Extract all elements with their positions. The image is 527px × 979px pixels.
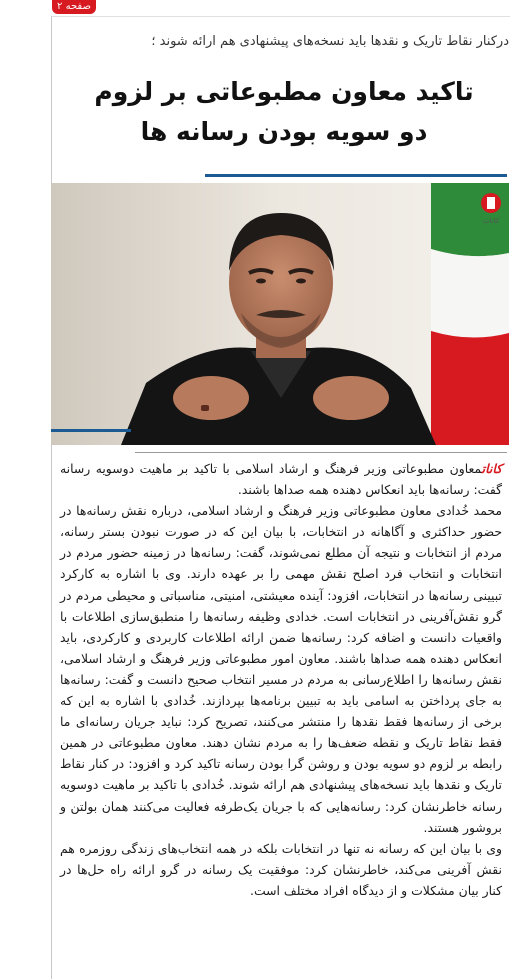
article-body xyxy=(60,458,502,901)
headline-line-1: تاکید معاون مطبوعاتی بر لزوم xyxy=(94,77,474,106)
left-hand xyxy=(173,376,249,420)
article-paragraph-1 xyxy=(60,458,502,500)
watermark-logo xyxy=(481,193,501,225)
article-headline xyxy=(60,72,508,152)
headline-underline xyxy=(205,174,507,177)
source-label: کانات xyxy=(481,461,502,476)
photo-divider xyxy=(135,452,507,453)
article-lead-text: معاون مطبوعاتی وزیر فرهنگ و ارشاد اسلامی با تاکید بر ماهیت دوسویه رسانه گفت: رسانه‌ها باید انعکاس دهنده همه صداها باشند. xyxy=(60,461,502,498)
svg-text:کانات: کانات xyxy=(482,217,500,225)
article-paragraph-3: وی با بیان این که رسانه نه تنها در انتخابات بلکه در همه انتخاب‌های زندگی روزمره هم نقش آفرینی می‌کند، خاطرنشان کرد: موفقیت یک رسانه در گرو ارائه راه حل‌ها در کنار بیان مشکلات و از دیدگاه افراد مختلف است. xyxy=(60,840,502,898)
article-photo xyxy=(51,183,509,445)
article-paragraph-2: محمد خُدادی معاون مطبوعاتی وزیر فرهنگ و ارشاد اسلامی، درباره نقش رسانه‌ها در حضور حداکثری و آگاهانه در انتخابات، با بیان این که در صورت نبودن بستر رسانه، مردم از انتخابات و نتیجه آن مطلع نمی‌شوند، گفت: رسانه‌ها در زمینه حضور مردم در انتخابات و انتخاب فرد اصلح نقش مهمی را بر عهده دارند. وی با اشاره به کارکرد تبیینی رسانه‌ها در انتخابات، افزود: آینده معیشتی، امنیتی، مناسباتی و محیطی مردم در گرو نقش‌آفرینی در انتخابات است. خدادی وظیفه رسانه‌ها را منطبق‌سازی اطلاعات با واقعیات دانست و اضافه کرد: رسانه‌ها ضمن ارائه اطلاعات کاربردی و کارکردی، باید انعکاس دهنده همه صداها باشند. معاون امور مطبوعاتی وزیر فرهنگ و ارشاد اسلامی، نقش رسانه‌ها را اطلاع‌رسانی به مردم در مسیر انتخاب صحیح دانست و گفت: رسانه‌ها به جای پرداختن به اسامی باید به تبیین برنامه‌ها بپردازند. خُدادی با اشاره به این که برخی از رسانه‌ها فقط نقدها را منتشر می‌کنند، تصریح کرد: نباید جریان رسانه‌ای ما فقط نقاط تاریک و نقطه ضعف‌ها را به مردم نشان دهند. معاون مطبوعاتی در همین رابطه بر لزوم دو سویه بودن و روشن گرا بودن رسانه تاکید کرد و افزود: در کنار نقاط تاریک و نقدها باید نسخه‌های پیشنهادی هم ارائه شوند. خُدادی با تاکید بر ماهیت دوسویه رسانه خاطرنشان کرد: رسانه‌هایی که با جریان یک‌طرفه فعالیت می‌کنند همان بولتن و بروشور هستند. xyxy=(60,503,502,835)
article-kicker: درکنار نقاط تاریک و نقدها باید نسخه‌های پیشنهادی هم ارائه شوند ؛ xyxy=(151,34,509,49)
headline-line-2: دو سویه بودن رسانه ها xyxy=(140,117,428,146)
right-hand xyxy=(313,376,389,420)
page-number-tag: صفحه ۲ xyxy=(52,0,96,14)
